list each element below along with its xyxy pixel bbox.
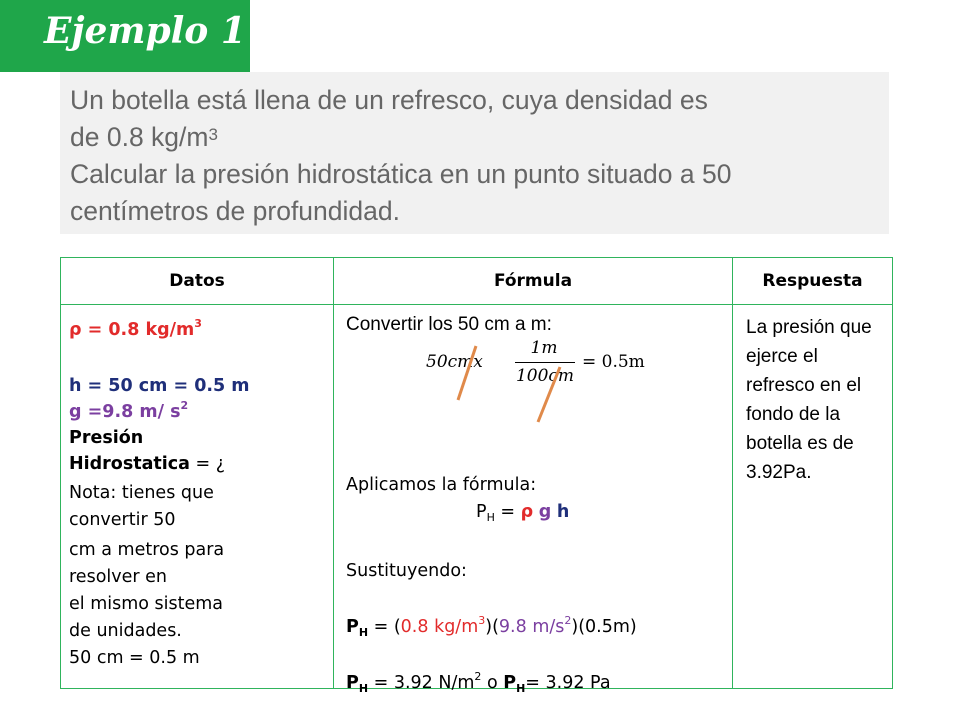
formula-sustituyendo: Sustituyendo: bbox=[346, 561, 467, 581]
header-formula: Fórmula bbox=[334, 258, 733, 305]
conv-numerator: 1m bbox=[530, 338, 558, 358]
nota-line: de unidades. bbox=[69, 621, 182, 641]
respuesta-cell bbox=[733, 305, 893, 689]
formula-convertir: Convertir los 50 cm a m: bbox=[346, 314, 552, 335]
conv-denominator: 100cm bbox=[515, 366, 575, 386]
formula-result: $P_H = 3.92$ $N/m^2$ o $P_H= 3.92$ Pa bbox=[346, 670, 611, 695]
problem-line-3: Calcular la presión hidrostática en un punto situado a 50 bbox=[70, 159, 732, 189]
datos-cell bbox=[61, 305, 334, 689]
formula-cell bbox=[334, 305, 733, 695]
problem-line-1: Un botella está llena de un refresco, cuya densidad es bbox=[70, 85, 708, 115]
conv-lhs: 50cmx bbox=[426, 352, 483, 372]
title-banner bbox=[0, 0, 250, 72]
header-row bbox=[61, 258, 893, 305]
solution-table bbox=[60, 257, 893, 695]
content-row bbox=[61, 305, 893, 689]
nota-line: resolver en bbox=[69, 567, 168, 587]
header-respuesta: Respuesta bbox=[733, 258, 893, 305]
datos-g: g =9.8 m/ $s^2$ bbox=[69, 399, 189, 422]
nota-line: Nota: tienes que bbox=[69, 483, 214, 503]
nota-line: el mismo sistema bbox=[69, 594, 224, 614]
header-datos: Datos bbox=[61, 258, 334, 305]
cancel-slash bbox=[538, 367, 560, 422]
conversion-equation bbox=[334, 305, 732, 465]
formula-substitution: $P_H = (0.8$ $kg/m^3)(9.8$ $m/s^2)(0.5m)$ bbox=[346, 614, 637, 639]
problem-statement bbox=[60, 72, 889, 234]
problem-line-4: centímetros de profundidad. bbox=[70, 196, 400, 226]
cancel-slash-marks bbox=[334, 305, 732, 465]
conv-result: = 0.5m bbox=[582, 352, 645, 372]
datos-h: h = 50 cm = 0.5 m bbox=[69, 376, 250, 396]
nota-line: convertir 50 bbox=[69, 510, 176, 530]
formula-aplicamos: Aplicamos la fórmula: bbox=[346, 475, 537, 495]
problem-line-2: de 0.8 $kg/m^3$ bbox=[70, 122, 218, 152]
formula-ph: $P_H = \rho$ g h bbox=[476, 502, 570, 524]
cancel-slash bbox=[458, 346, 476, 400]
nota-line: cm a metros para bbox=[69, 540, 225, 560]
nota-line: 50 cm = 0.5 m bbox=[69, 648, 200, 668]
datos-rho: ρ = 0.8 $kg/m^3$ bbox=[69, 317, 202, 340]
respuesta-text: La presión que ejerce el refresco en el fondo de la botella es de 3.92Pa. bbox=[746, 317, 872, 483]
slide-title: Ejemplo 1 bbox=[44, 10, 246, 52]
datos-presion: Presión bbox=[69, 428, 144, 448]
datos-hidrostatica: Hidrostatica = ¿ bbox=[69, 454, 226, 474]
